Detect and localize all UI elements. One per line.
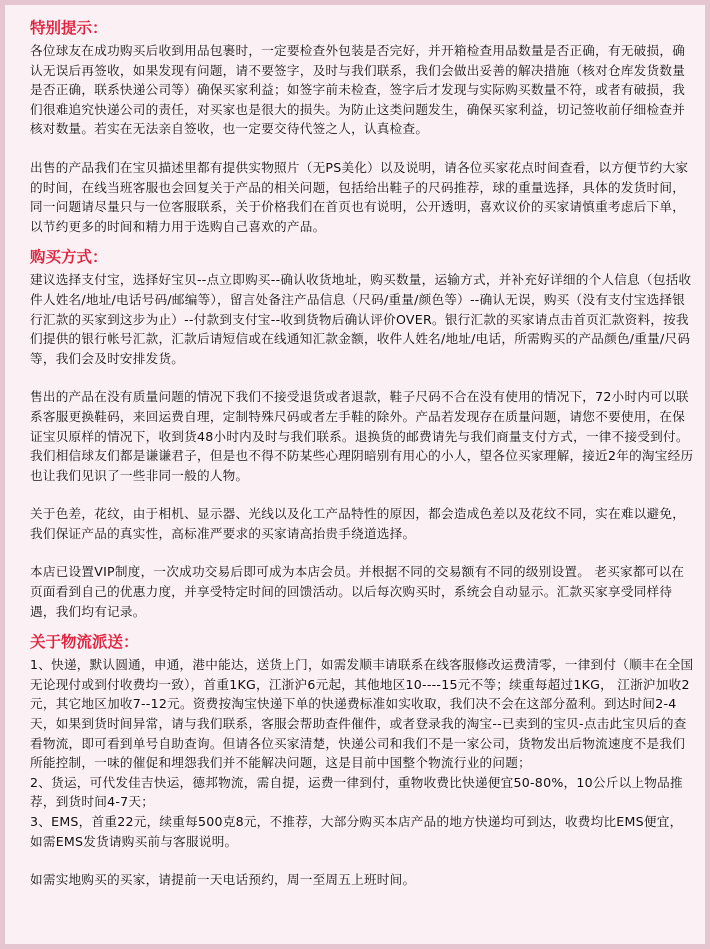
paragraph-payment: 建议选择支付宝，选择好宝贝--点立即购买--确认收货地址，购买数量，运输方式，并补充好详细的个人信息（包括收件人姓名/地址/电话号码/邮编等），留言处备注产品信息（尺码/重量/颜色等）--确认无误，购买（没有支付宝选择银行汇款的买家到这步为止）--付款到支付宝--收到货物后确认评价OVER。银行汇款的买家请点击首页汇款资料，按我们提供的银行帐号汇款，汇款后请短信或在线通知汇款金额，收件人姓名/地址/电话，所需购买的产品颜色/重量/尺码等，我们会及时安排发货。: [30, 272, 692, 366]
paragraph-vip: 本店已设置VIP制度，一次成功交易后即可成为本店会员。并根据不同的交易额有不同的级别设置。 老买家都可以在页面看到自己的优惠力度，并享受特定时间的回馈活动。以后每次购买时，系统会自动显示。汇款买家享受同样待遇，我们均有记录。: [30, 564, 685, 619]
paragraph-product-description: 出售的产品我们在宝贝描述里都有提供实物照片（无PS美化）以及说明，请各位买家花点时间查看，以方便节约大家的时间，在线当班客服也会回复关于产品的相关问题，包括给出鞋子的尺码推荐，球的重量选择，具体的发货时间，同一问题请尽量只与一位客服联系，关于价格我们在首页也有说明，公开透明，喜欢议价的买家请慎重考虑后下单，以节约更多的时间和精力用于选购自己喜欢的产品。: [30, 159, 689, 234]
content: [30, 17, 694, 890]
paragraph-shipping-options: 1、快递，默认圆通，申通，港中能达，送货上门，如需发顺丰请联系在线客服修改运费清零，一律到付（顺丰在全国无论现付或到付收费均一致），首重1KG，江浙沪6元起，其他地区10----15元不等；续重每超过1KG， 江浙沪加收2元，其它地区加收7--12元。资费按淘宝快递下单的快递费标准如实收取，我们决不会在这部分盈利。到达时间2-4天，如果到货时间异常，请与我们联系，客服会帮助查件催件，或者登录我的淘宝--已卖到的宝贝-点击此宝贝后的查看物流，即可看到单号自助查询。但请各位买家清楚，快递公司和我们不是一家公司，货物发出后物流速度不是我们所能控制，一味的催促和埋怨我们并不能解决问题，这是目前中国整个物流行业的问题； 2、货运，可代发佳吉快运，德邦物流，需自提，运费一律到付，重物收费比快递便宜50-80%，10公斤以上物品推荐，到货时间4-7天； 3、EMS，首重22元，续重每500克8元，不推荐，大部分购买本店产品的地方快递均可到达，收费均比EMS便宜，如需EMS发货请购买前与客服说明。: [30, 657, 694, 849]
paragraph-color-difference: 关于色差，花纹，由于相机、显示器、光线以及化工产品特性的原因，都会造成色差以及花纹不同，实在难以避免，我们保证产品的真实性，高标准严要求的买家请高抬贵手绕道选择。: [30, 506, 686, 541]
heading-special-notice: 特别提示：: [30, 19, 108, 37]
heading-logistics: 关于物流派送：: [30, 633, 139, 652]
paragraph-inspect-package: 各位球友在成功购买后收到用品包裹时，一定要检查外包装是否完好，并开箱检查用品数量是否正确，有无破损，确认无误后再签收，如果发现有问题，请不要签字，及时与我们联系，我们会做出妥善的解决措施（核对仓库发货数量是否正确，联系快递公司等）确保买家利益；如签字前未检查，签字后才发现与实际购买数量不符，或者有破损，我们很难追究快递公司的责任，对买家也是很大的损失。为防止这类问题发生，确保买家利益，切记签收前仔细检查并核对数量。若实在无法亲自签收，也一定要交待代签之人，认真检查。: [30, 43, 686, 137]
paragraph-returns: 售出的产品在没有质量问题的情况下我们不接受退货或者退款，鞋子尺码不合在没有使用的情况下，72小时内可以联系客服更换鞋码，来回运费自理，定制特殊尺码或者左手鞋的除外。产品若发现存在质量问题，请您不要使用，在保证宝贝原样的情况下，收到货48小时内及时与我们联系。退换货的邮费请先与我们商量支付方式，一律不接受到付。我们相信球友们都是谦谦君子，但是也不得不防某些心理阴暗别有用心的小人，望各位买家理解，接近2年的淘宝经历也让我们见识了一些非同一般的人物。: [30, 389, 694, 483]
heading-purchase-method: 购买方式：: [30, 248, 108, 267]
paragraph-in-person: 如需实地购买的买家，请提前一天电话预约，周一至周五上班时间。: [30, 872, 416, 888]
